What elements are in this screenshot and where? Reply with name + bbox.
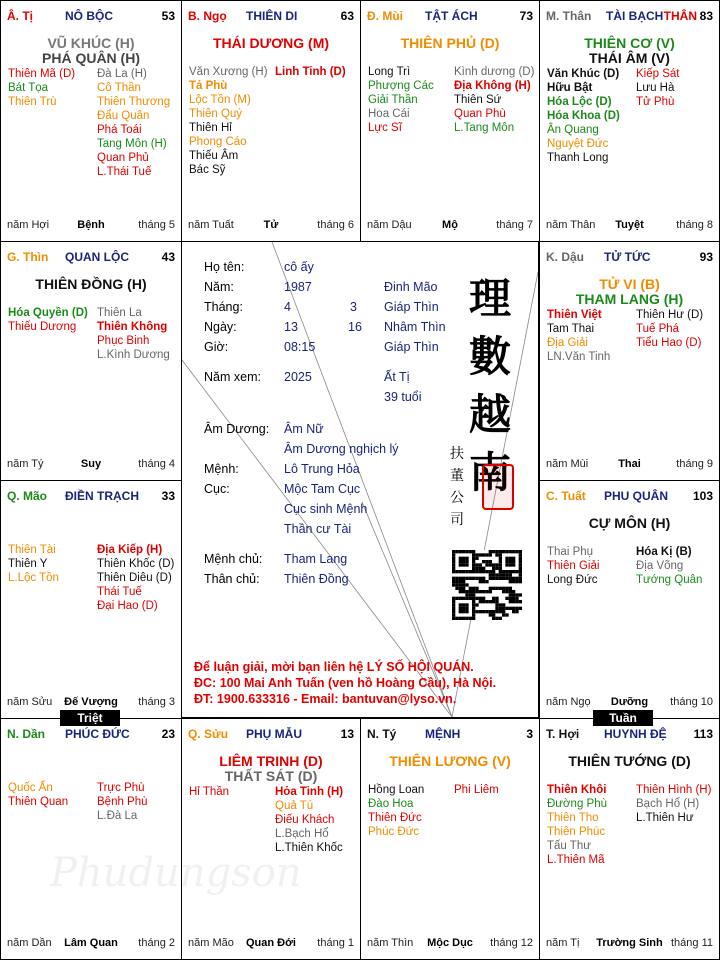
stars-right — [454, 65, 534, 135]
minor-star: Giải Thần — [368, 94, 418, 106]
footer-month: tháng 9 — [676, 458, 713, 470]
footer-year: năm Dần — [7, 937, 52, 949]
palace-footer — [7, 219, 175, 233]
main-star: THẤT SÁT (D) — [224, 768, 318, 784]
palace-branch: K. Dậu — [546, 250, 585, 264]
minor-star: Thiên La — [97, 307, 142, 319]
palace-branch: Â. Tị — [7, 9, 33, 23]
main-star: THIÊN TƯỚNG (D) — [568, 753, 691, 769]
minor-star: Nguyệt Đức — [547, 138, 609, 150]
minor-star: Lực Sĩ — [368, 122, 402, 134]
footer-phase: Tử — [263, 219, 279, 231]
palace-footer — [367, 937, 533, 951]
minor-star: Kình dương (D) — [454, 66, 535, 78]
minor-star: Thiếu Dương — [8, 321, 77, 333]
minor-star: Đẩu Quân — [97, 110, 150, 122]
palace-name: PHÚC ĐỨC — [65, 727, 130, 741]
minor-star: Thanh Long — [547, 152, 609, 164]
footer-year: năm Hợi — [7, 219, 50, 231]
palace-number: 93 — [699, 250, 713, 264]
calligraphy-char: 南 — [468, 448, 511, 497]
value-am-duong-2: Âm Dương nghịch lý — [284, 442, 399, 456]
minor-star: Tiểu Hao (D) — [636, 337, 702, 349]
value-gio-can: Giáp Thìn — [384, 340, 439, 354]
minor-star: Phượng Các — [368, 80, 434, 92]
palace-header — [367, 727, 533, 743]
palace-branch: N. Dần — [7, 727, 46, 741]
minor-star: Địa Kiếp (H) — [97, 544, 163, 556]
main-star: TỬ VI (B) — [599, 276, 660, 292]
minor-star: Quan Phủ — [97, 152, 149, 164]
center-info-panel — [181, 241, 539, 718]
minor-star: Cô Thần — [97, 82, 141, 94]
palace-footer — [546, 937, 713, 951]
minor-star: Phong Cáo — [189, 136, 247, 148]
main-star: VŨ KHÚC (H) — [47, 35, 135, 51]
minor-star: Quốc Ấn — [8, 782, 53, 794]
main-star: PHÁ QUÂN (H) — [42, 50, 140, 66]
footer-month: tháng 8 — [676, 219, 713, 231]
minor-star: Quả Tú — [275, 800, 314, 812]
qr-code-icon[interactable] — [452, 550, 522, 620]
stars-left — [189, 785, 229, 799]
stars-right — [275, 65, 346, 79]
palace-name: HUYNH ĐỆ — [604, 727, 667, 741]
value-nam-can: Đinh Mão — [384, 280, 438, 294]
palace-header — [188, 9, 354, 25]
minor-star: Trực Phù — [97, 782, 145, 794]
stars-left — [8, 67, 75, 109]
value-am-duong: Âm Nữ — [284, 422, 324, 436]
main-star: THÁI DƯƠNG (M) — [212, 35, 330, 51]
value-cuc-2: Cục sinh Mệnh — [284, 502, 368, 516]
triet-tag: Triệt — [60, 710, 120, 726]
minor-star: Thiên Y — [8, 558, 48, 570]
minor-star: Tuế Phá — [636, 323, 680, 335]
footer-phase: Quan Đới — [246, 937, 296, 949]
minor-star: Thiên Khôi — [547, 784, 607, 796]
label-menh-chu: Mệnh chủ: — [204, 552, 263, 566]
stars-right — [636, 67, 679, 109]
footer-month: tháng 4 — [138, 458, 175, 470]
label-thang: Tháng: — [204, 300, 243, 314]
minor-star: Tam Thai — [547, 323, 595, 335]
stars-right — [97, 543, 174, 613]
footer-phase: Mộ — [442, 219, 458, 231]
footer-year: năm Ngọ — [546, 696, 591, 708]
footer-month: tháng 2 — [138, 937, 175, 949]
minor-star: L.Kình Dương — [97, 349, 170, 361]
minor-star: Địa Không (H) — [454, 80, 531, 92]
footer-year: năm Mùi — [546, 458, 589, 470]
palace-name: NÔ BỘC — [65, 9, 113, 23]
palace-suu[interactable] — [181, 718, 361, 960]
palace-number: 103 — [692, 489, 713, 503]
minor-star: Đường Phù — [547, 798, 607, 810]
stars-left — [547, 308, 610, 364]
footer-month: tháng 1 — [317, 937, 354, 949]
small-cal-char: 公 — [450, 489, 464, 505]
small-calligraphy — [450, 442, 466, 530]
main-star: CỰ MÔN (H) — [588, 515, 671, 531]
minor-star: Hóa Lộc (D) — [547, 96, 612, 108]
palace-footer — [188, 219, 354, 233]
minor-star: Tang Môn (H) — [97, 138, 167, 150]
value-tuoi: 39 tuổi — [384, 390, 422, 404]
palace-branch: Q. Mão — [7, 489, 48, 503]
label-than-chu: Thân chủ: — [204, 572, 260, 586]
stars-right — [636, 545, 702, 587]
value-thang-can: Giáp Thìn — [384, 300, 439, 314]
main-star: THIÊN LƯƠNG (V) — [389, 753, 511, 769]
value-cuc-3: Thần cư Tài — [284, 522, 352, 536]
palace-ngo[interactable] — [181, 0, 361, 242]
minor-star: Đại Hao (D) — [97, 600, 158, 612]
main-star: THIÊN CƠ (V) — [584, 35, 675, 51]
stars-left — [368, 783, 424, 839]
label-gio: Giờ: — [204, 340, 229, 354]
palace-ti[interactable] — [360, 718, 540, 960]
minor-star: Thiên Sứ — [454, 94, 502, 106]
palace-number: 13 — [340, 727, 354, 741]
footer-phase: Tuyệt — [615, 219, 644, 231]
minor-star: Quan Phù — [454, 108, 506, 120]
minor-star: Thiên Phúc — [547, 826, 606, 838]
red-seal-icon — [482, 464, 514, 510]
palace-footer — [546, 458, 713, 472]
minor-star: Hóa Kị (B) — [636, 546, 692, 558]
minor-star: L.Tang Môn — [454, 122, 515, 134]
minor-star: Hóa Quyền (D) — [8, 307, 88, 319]
minor-star: L.Đà La — [97, 810, 138, 822]
footer-year: năm Thìn — [367, 937, 414, 949]
minor-star: Hỉ Thần — [189, 786, 230, 798]
value-nam: 1987 — [284, 280, 312, 294]
small-cal-char: 扶 — [450, 445, 464, 461]
minor-star: Bác Sỹ — [189, 164, 226, 176]
palace-branch: Đ. Mùi — [367, 9, 403, 23]
footer-year: năm Sửu — [7, 696, 53, 708]
small-cal-char: 董 — [450, 467, 464, 483]
footer-phase: Thai — [618, 458, 641, 470]
contact-line-1: Để luận giải, mời bạn liên hệ LÝ SỐ HỘI QUÁN. — [194, 660, 474, 674]
footer-phase: Lâm Quan — [64, 937, 118, 949]
footer-year: năm Thân — [546, 219, 596, 231]
footer-month: tháng 11 — [670, 937, 713, 949]
palace-header — [546, 250, 713, 266]
value-nam-xem: 2025 — [284, 370, 312, 384]
palace-name: PHU QUÂN — [604, 489, 669, 503]
minor-star: Thiên Mã (D) — [8, 68, 76, 80]
palace-header — [188, 727, 354, 743]
label-am-duong: Âm Dương: — [204, 422, 270, 436]
palace-number: 73 — [519, 9, 533, 23]
stars-right — [636, 308, 703, 350]
value-cuc: Mộc Tam Cục — [284, 482, 361, 496]
minor-star: Thiên Hình (H) — [636, 784, 712, 796]
minor-star: Hóa Khoa (D) — [547, 110, 620, 122]
minor-star: L.Thiên Mã — [547, 854, 605, 866]
minor-star: Phúc Đức — [368, 826, 420, 838]
palace-dan[interactable] — [0, 718, 182, 960]
stars-right — [97, 67, 170, 179]
than-marker: THÂN — [663, 9, 697, 23]
tuan-tag: Tuần — [593, 710, 653, 726]
palace-name: PHỤ MẪU — [246, 727, 302, 741]
palace-number: 53 — [161, 9, 175, 23]
palace-branch: G. Thìn — [7, 250, 49, 264]
palace-number: 63 — [340, 9, 354, 23]
stars-left — [547, 67, 620, 165]
minor-star: Thiên Giải — [547, 560, 600, 572]
palace-dau[interactable] — [539, 241, 720, 481]
minor-star: Đà La (H) — [97, 68, 147, 80]
palace-footer — [188, 937, 354, 951]
minor-star: Thiên Đức — [368, 812, 422, 824]
palace-hoi[interactable] — [539, 718, 720, 960]
footer-year: năm Tuất — [188, 219, 234, 231]
minor-star: Linh Tinh (D) — [275, 66, 346, 78]
minor-star: Thiên Không — [97, 321, 168, 333]
footer-phase: Suy — [80, 458, 102, 470]
minor-star: Thiên Quý — [189, 108, 243, 120]
palace-header — [546, 9, 713, 25]
footer-phase: Dưỡng — [610, 696, 649, 708]
minor-star: Địa Võng — [636, 560, 684, 572]
palace-ty[interactable] — [0, 0, 182, 242]
minor-star: Kiếp Sát — [636, 68, 680, 80]
main-star: THAM LANG (H) — [575, 291, 684, 307]
footer-month: tháng 7 — [496, 219, 533, 231]
footer-month: tháng 12 — [490, 937, 533, 949]
palace-header — [7, 9, 175, 25]
minor-star: L.Thái Tuế — [97, 166, 152, 178]
stars-left — [189, 65, 268, 177]
value-ngay-can: Nhâm Thìn — [384, 320, 446, 334]
palace-mao[interactable] — [0, 480, 182, 719]
value-gio: 08:15 — [284, 340, 316, 354]
label-menh: Mệnh: — [204, 462, 239, 476]
minor-star: Thiên Thương — [97, 96, 171, 108]
main-star: THIÊN PHỦ (D) — [400, 35, 500, 51]
value-ngay: 13 — [284, 320, 298, 334]
label-ngay: Ngày: — [204, 320, 237, 334]
main-star: THIÊN ĐỒNG (H) — [35, 276, 147, 292]
minor-star: Bát Tọa — [8, 82, 49, 94]
palace-footer — [546, 219, 713, 233]
footer-year: năm Tị — [546, 937, 580, 949]
minor-star: Thiếu Âm — [189, 150, 239, 162]
stars-right — [275, 785, 343, 855]
minor-star: Thiên Diêu (D) — [97, 572, 172, 584]
minor-star: Lưu Hà — [636, 82, 675, 94]
stars-left — [8, 543, 59, 585]
minor-star: Thiên Hỉ — [189, 122, 232, 134]
minor-star: Thiên Tài — [8, 544, 56, 556]
palace-number: 3 — [526, 727, 533, 741]
palace-branch: T. Hợi — [546, 727, 580, 741]
footer-year: năm Tý — [7, 458, 44, 470]
footer-year: năm Mão — [188, 937, 234, 949]
stars-left — [368, 65, 434, 135]
value-nam-xem-can: Ất Tị — [384, 370, 410, 384]
palace-footer — [367, 219, 533, 233]
minor-star: Văn Khúc (D) — [547, 68, 620, 80]
palace-mui[interactable] — [360, 0, 540, 242]
minor-star: Ân Quang — [547, 124, 599, 136]
minor-star: Thai Phụ — [547, 546, 594, 558]
stars-left — [8, 781, 68, 809]
palace-number: 23 — [161, 727, 175, 741]
minor-star: Thiên Việt — [547, 309, 602, 321]
minor-star: L.Lộc Tồn — [8, 572, 59, 584]
minor-star: L.Bạch Hổ — [275, 828, 329, 840]
palace-number: 113 — [693, 727, 713, 741]
minor-star: Đào Hoa — [368, 798, 414, 810]
palace-header — [367, 9, 533, 25]
palace-header — [546, 489, 713, 505]
palace-branch: M. Thân — [546, 9, 592, 23]
palace-name: THIÊN DI — [246, 9, 298, 23]
footer-year: năm Dậu — [367, 219, 412, 231]
label-nam: Năm: — [204, 280, 234, 294]
calligraphy-char: 理 — [468, 274, 511, 323]
minor-star: Bệnh Phù — [97, 796, 148, 808]
stars-right — [636, 783, 711, 825]
minor-star: Hồng Loan — [368, 784, 425, 796]
footer-month: tháng 3 — [138, 696, 175, 708]
label-nam-xem: Năm xem: — [204, 370, 261, 384]
palace-name: TẬT ÁCH — [425, 9, 478, 23]
minor-star: Long Trì — [368, 66, 411, 78]
minor-star: Phục Binh — [97, 335, 150, 347]
palace-branch: Q. Sửu — [188, 727, 229, 741]
minor-star: Hoa Cái — [368, 108, 410, 120]
minor-star: Phá Toái — [97, 124, 142, 136]
value-ngay-am: 16 — [348, 320, 362, 334]
main-star: THÁI ÂM (V) — [589, 50, 670, 66]
footer-phase: Bệnh — [77, 219, 105, 231]
palace-tuat[interactable] — [539, 480, 720, 719]
palace-branch: C. Tuất — [546, 489, 586, 503]
palace-name: ĐIỀN TRẠCH — [65, 489, 139, 503]
palace-name: MỆNH — [425, 727, 461, 741]
palace-header — [7, 489, 175, 505]
palace-branch: N. Tý — [367, 727, 397, 741]
footer-month: tháng 5 — [138, 219, 175, 231]
footer-month: tháng 10 — [670, 696, 713, 708]
label-cuc: Cục: — [204, 482, 230, 496]
stars-right — [97, 781, 148, 823]
value-thang: 4 — [284, 300, 291, 314]
contact-line-3: ĐT: 1900.633316 - Email: bantuvan@lyso.vn. — [194, 692, 457, 706]
palace-thin[interactable] — [0, 241, 182, 481]
palace-header — [7, 727, 175, 743]
palace-than[interactable] — [539, 0, 720, 242]
minor-star: Phi Liêm — [454, 784, 499, 796]
palace-header — [546, 727, 713, 743]
value-ho-ten: cô ấy — [284, 260, 314, 274]
minor-star: Thái Tuế — [97, 586, 142, 598]
minor-star: L.Thiên Khốc — [275, 842, 343, 854]
minor-star: Tướng Quân — [636, 574, 703, 586]
palace-footer — [7, 458, 175, 472]
label-ho-ten: Họ tên: — [204, 260, 245, 274]
contact-line-2: ĐC: 100 Mai Anh Tuấn (ven hồ Hoàng Cầu), Hà Nội. — [194, 676, 497, 690]
minor-star: L.Thiên Hư — [636, 812, 694, 824]
palace-name: QUAN LỘC — [65, 250, 129, 264]
minor-star: Tấu Thư — [547, 840, 591, 852]
stars-right — [97, 306, 170, 362]
watermark: Phudungson — [50, 850, 302, 896]
minor-star: Hữu Bật — [547, 82, 593, 94]
footer-phase: Mộc Dục — [427, 937, 473, 949]
palace-name: TÀI BẠCH — [606, 9, 664, 23]
calligraphy-char: 數 — [468, 332, 511, 381]
small-cal-char: 司 — [450, 511, 464, 527]
palace-number: 43 — [161, 250, 175, 264]
value-menh-chu: Tham Lang — [284, 552, 348, 566]
stars-left — [547, 783, 607, 867]
footer-phase: Đế Vượng — [64, 696, 118, 708]
palace-number: 83 — [699, 9, 713, 23]
value-thang-am: 3 — [350, 300, 357, 314]
minor-star: Tả Phù — [189, 80, 228, 92]
minor-star: LN.Văn Tinh — [547, 351, 611, 363]
palace-header — [7, 250, 175, 266]
minor-star: Lộc Tồn (M) — [189, 94, 251, 106]
calligraphy-char: 越 — [468, 390, 511, 439]
minor-star: Văn Xương (H) — [189, 66, 268, 78]
stars-right — [454, 783, 499, 797]
minor-star: Điếu Khách — [275, 814, 335, 826]
minor-star: Thiên Khốc (D) — [97, 558, 175, 570]
minor-star: Hỏa Tinh (H) — [275, 786, 344, 798]
value-than-chu: Thiên Đồng — [284, 572, 349, 586]
footer-month: tháng 6 — [317, 219, 354, 231]
minor-star: Địa Giải — [547, 337, 588, 349]
stars-left — [547, 545, 599, 587]
stars-left — [8, 306, 88, 334]
minor-star: Thiên Trù — [8, 96, 57, 108]
minor-star: Tử Phù — [636, 96, 675, 108]
palace-footer — [546, 696, 713, 710]
value-menh: Lô Trung Hỏa — [284, 462, 360, 476]
palace-number: 33 — [161, 489, 175, 503]
palace-footer — [7, 696, 175, 710]
minor-star: Bạch Hổ (H) — [636, 798, 700, 810]
minor-star: Thiên Quan — [8, 796, 69, 808]
footer-phase: Trường Sinh — [596, 937, 663, 949]
minor-star: Thiên Hư (D) — [636, 309, 704, 321]
minor-star: Thiên Tho — [547, 812, 599, 824]
minor-star: Long Đức — [547, 574, 598, 586]
palace-branch: B. Ngọ — [188, 9, 227, 23]
palace-name: TỬ TỨC — [604, 250, 651, 264]
palace-footer — [7, 937, 175, 951]
main-star: LIÊM TRINH (D) — [219, 753, 323, 769]
